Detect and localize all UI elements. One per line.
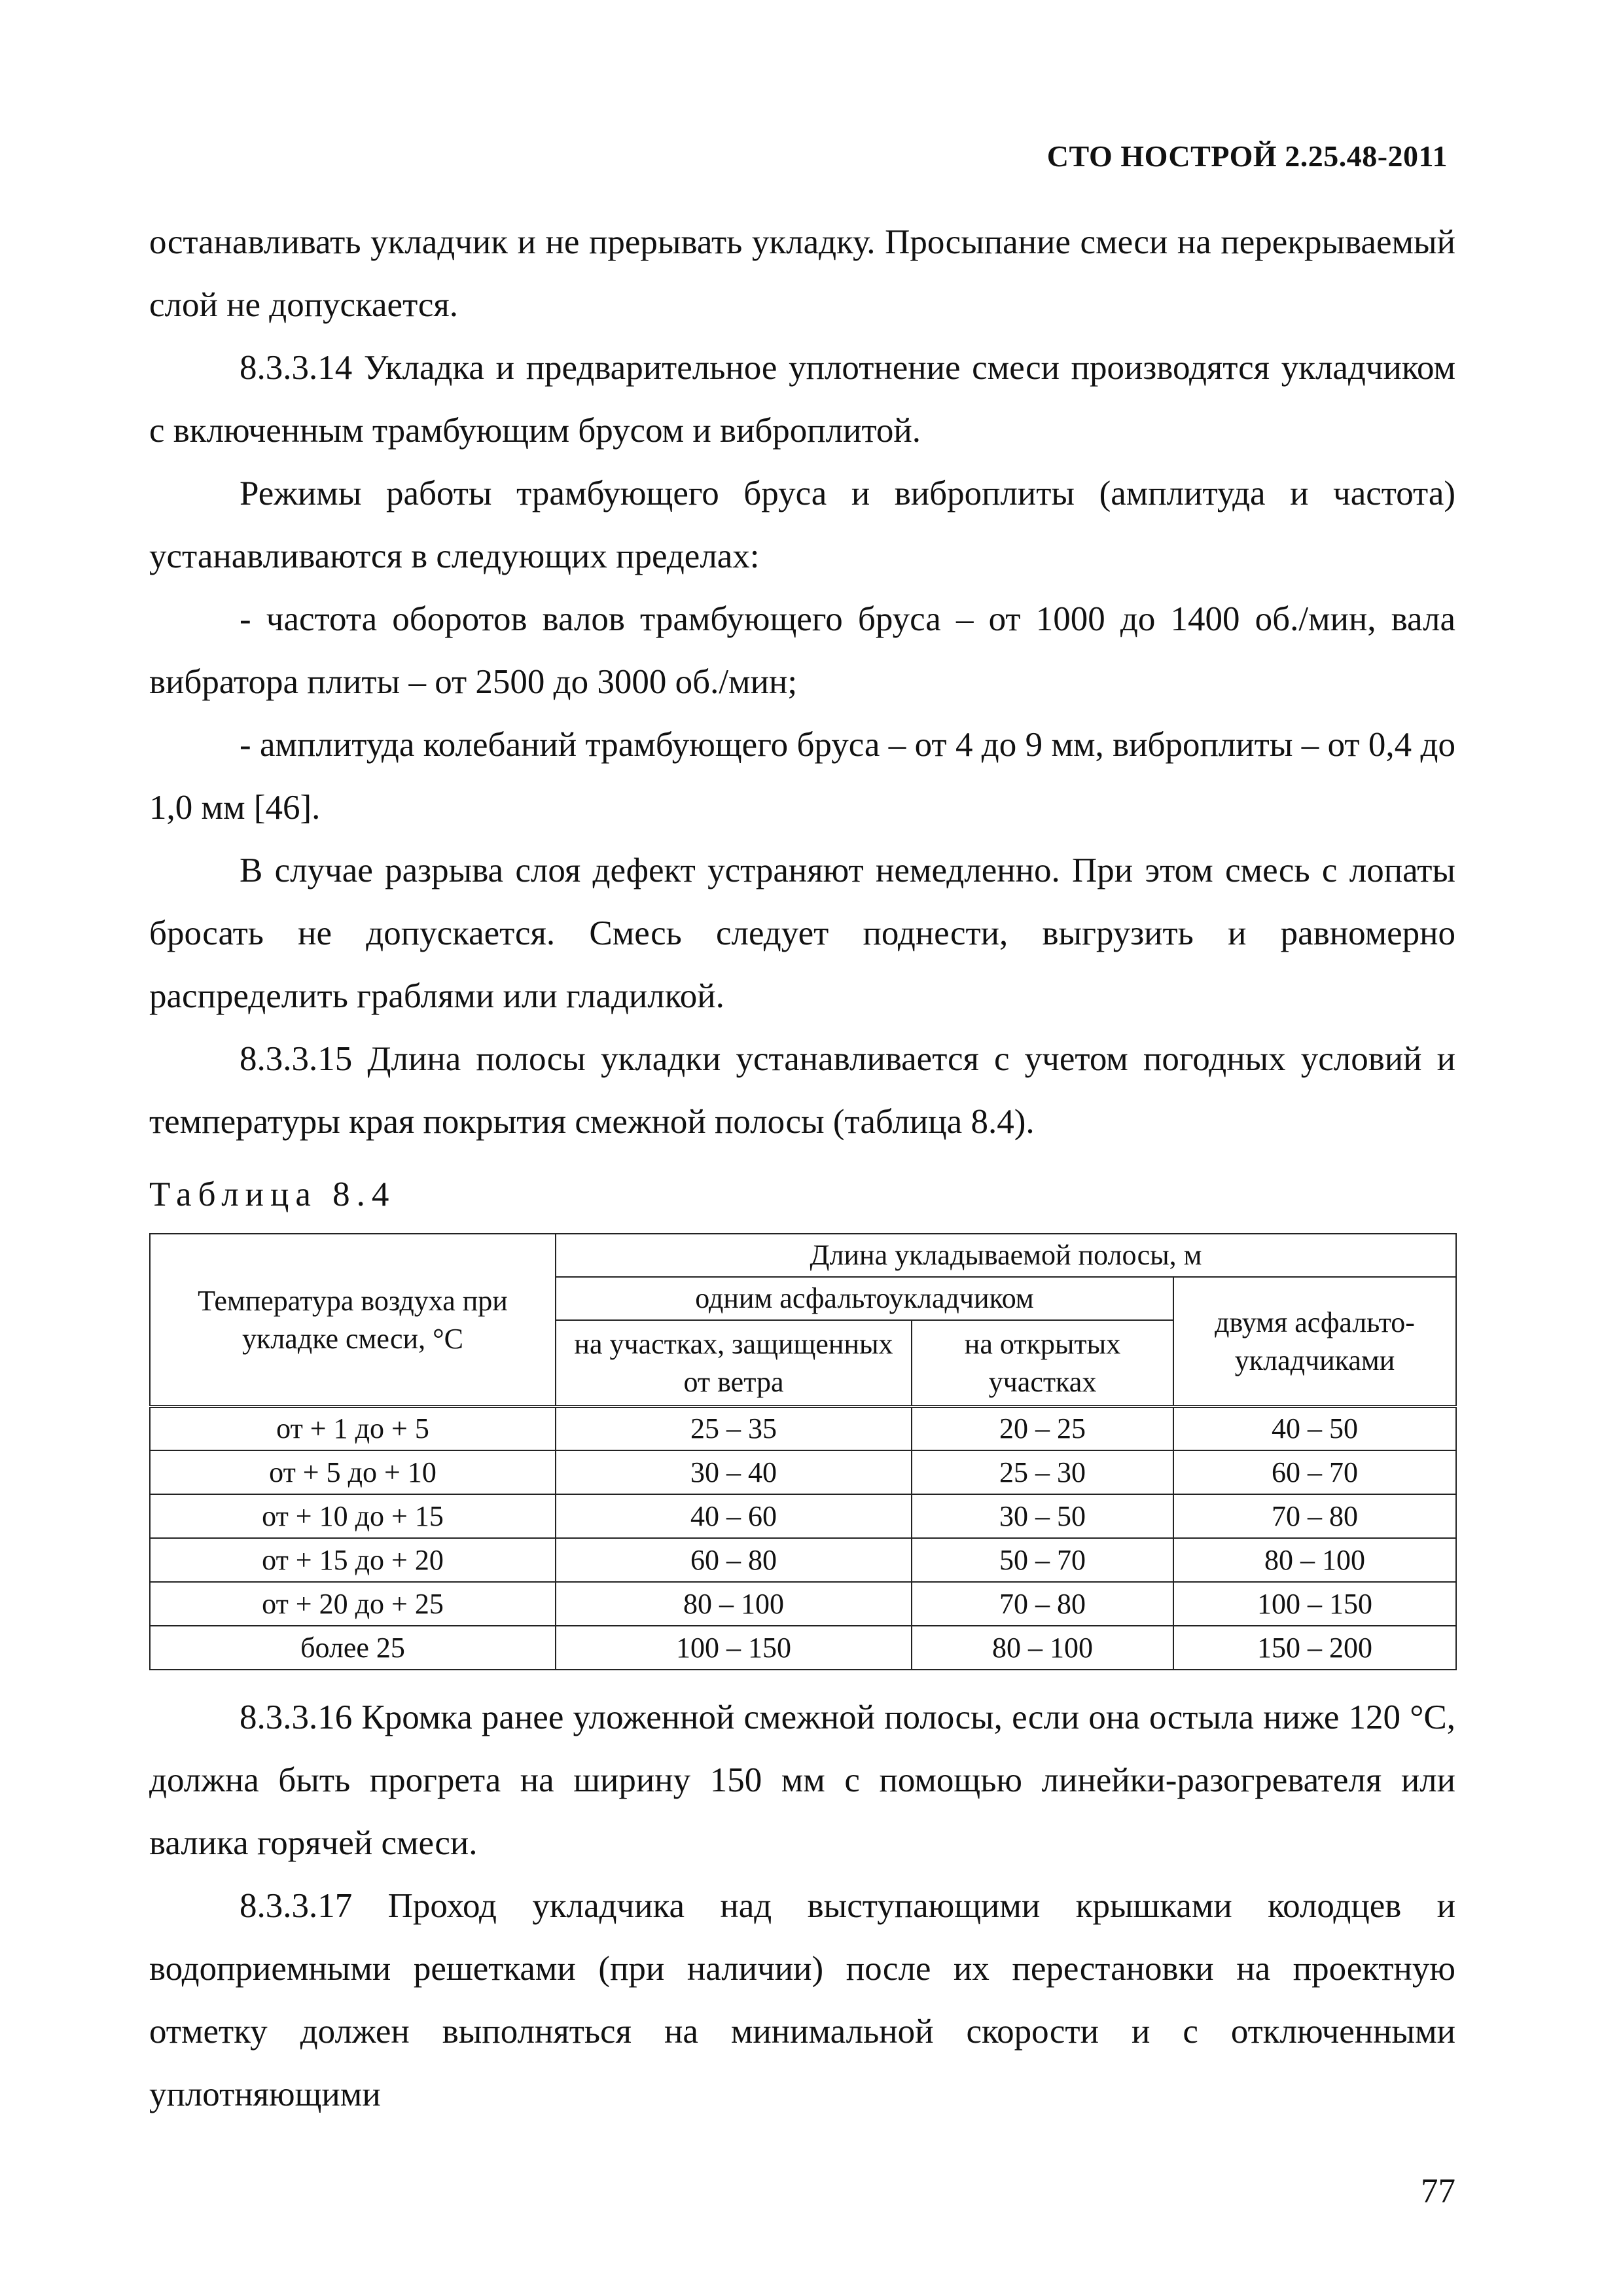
table-cell: 100 – 150 — [556, 1626, 912, 1670]
table-cell: 100 – 150 — [1173, 1582, 1456, 1626]
paragraph: В случае разрыва слоя дефект устраняют немедленно. При этом смесь с лопаты бросать не допускается. Смесь следует поднести, выгрузить и равномерно распределить граблями или гладилкой. — [149, 852, 1455, 1015]
paragraph: Режимы работы трамбующего бруса и виброплиты (амплитуда и частота) устанавливаются в следующих пределах: — [149, 475, 1455, 575]
table-cell: 80 – 100 — [556, 1582, 912, 1626]
data-table — [149, 1233, 1457, 1670]
header-open-areas: на открытых участках — [912, 1320, 1173, 1407]
header-length-group: Длина укладываемой полосы, м — [556, 1234, 1456, 1277]
table-row — [150, 1538, 1456, 1582]
table-cell: 40 – 60 — [556, 1494, 912, 1538]
table-cell: 40 – 50 — [1173, 1407, 1456, 1450]
table-cell: более 25 — [150, 1626, 556, 1670]
table-row — [150, 1626, 1456, 1670]
table-title: Таблица 8.4 — [149, 1175, 396, 1213]
table-row — [150, 1582, 1456, 1626]
paragraph: 8.3.3.17 Проход укладчика над выступающими крышками колодцев и водоприемными решетками (при наличии) после их перестановки на проектную отметку должен выполняться на минимальной скорости и с отключенными уплотняющими — [149, 1887, 1455, 2113]
table-row — [150, 1450, 1456, 1494]
table-cell: 60 – 80 — [556, 1538, 912, 1582]
table-row — [150, 1494, 1456, 1538]
paragraph: - частота оборотов валов трамбующего бруса – от 1000 до 1400 об./мин, вала вибратора плиты – от 2500 до 3000 об./мин; — [149, 600, 1455, 701]
table-cell: от + 1 до + 5 — [150, 1407, 556, 1450]
body-text-top — [149, 211, 1455, 1153]
table-cell: 25 – 30 — [912, 1450, 1173, 1494]
body-text-bottom — [149, 1686, 1455, 2126]
header-one-paver: одним асфальтоукладчиком — [556, 1277, 1173, 1320]
table-cell: 60 – 70 — [1173, 1450, 1456, 1494]
header-temperature: Температура воздуха при укладке смеси, °С — [150, 1234, 556, 1407]
table-cell: 20 – 25 — [912, 1407, 1173, 1450]
paragraph: 8.3.3.14 Укладка и предварительное уплотнение смеси производятся укладчиком с включенным трамбующим брусом и виброплитой. — [149, 349, 1455, 450]
table-cell: 70 – 80 — [912, 1582, 1173, 1626]
page-number: 77 — [1421, 2172, 1455, 2210]
paragraph: 8.3.3.15 Длина полосы укладки устанавливается с учетом погодных условий и температуры края покрытия смежной полосы (таблица 8.4). — [149, 1040, 1455, 1141]
table-cell: 80 – 100 — [912, 1626, 1173, 1670]
table-cell: 70 – 80 — [1173, 1494, 1456, 1538]
table-cell: от + 20 до + 25 — [150, 1582, 556, 1626]
table-cell: от + 5 до + 10 — [150, 1450, 556, 1494]
paragraph: останавливать укладчик и не прерывать укладку. Просыпание смеси на перекрываемый слой не допускается. — [149, 223, 1455, 324]
table-cell: 30 – 40 — [556, 1450, 912, 1494]
page-header: СТО НОСТРОЙ 2.25.48-2011 — [1046, 139, 1448, 173]
header-wind-protected: на участках, защищенных от ветра — [556, 1320, 912, 1407]
table-cell: 80 – 100 — [1173, 1538, 1456, 1582]
table-cell: 150 – 200 — [1173, 1626, 1456, 1670]
header-two-pavers: двумя асфальто-укладчиками — [1173, 1277, 1456, 1407]
table-cell: от + 15 до + 20 — [150, 1538, 556, 1582]
table-cell: 50 – 70 — [912, 1538, 1173, 1582]
table-cell: 30 – 50 — [912, 1494, 1173, 1538]
paragraph: 8.3.3.16 Кромка ранее уложенной смежной полосы, если она остыла ниже 120 °С, должна быть прогрета на ширину 150 мм с помощью линейки-разогревателя или валика горячей смеси. — [149, 1698, 1455, 1862]
table-cell: 25 – 35 — [556, 1407, 912, 1450]
table-cell: от + 10 до + 15 — [150, 1494, 556, 1538]
table-row — [150, 1407, 1456, 1450]
paragraph: - амплитуда колебаний трамбующего бруса – от 4 до 9 мм, виброплиты – от 0,4 до 1,0 мм [46]. — [149, 726, 1455, 827]
